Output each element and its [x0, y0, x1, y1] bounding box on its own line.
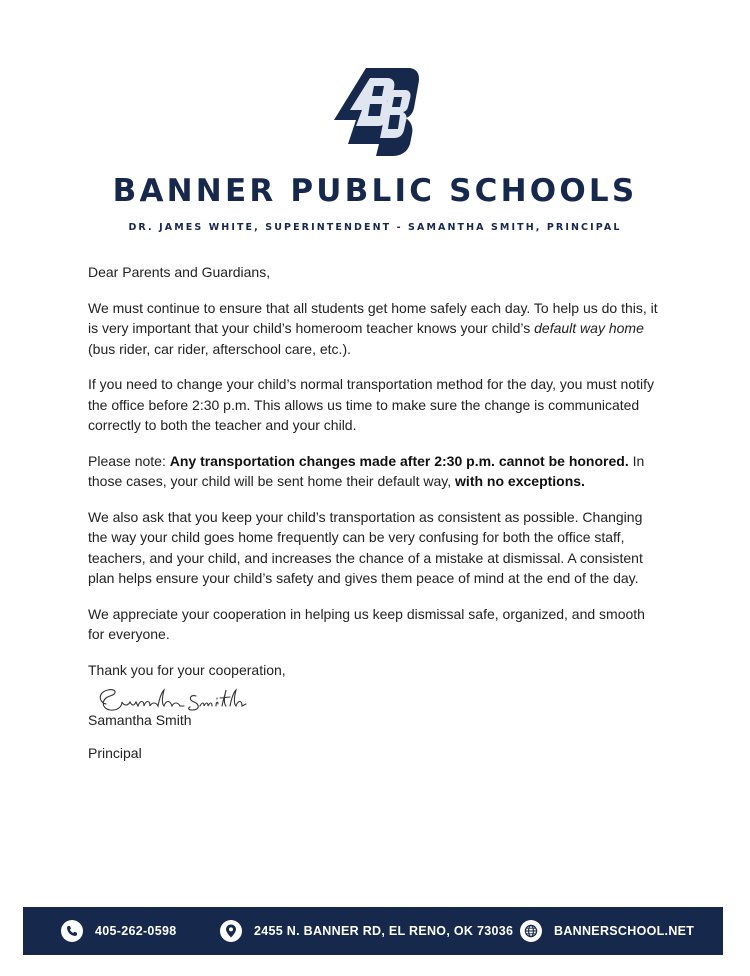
- paragraph-default-way-home: [88, 298, 658, 360]
- p3-bold: Any transportation changes made after 2:30 p.m. cannot be honored.: [169, 452, 629, 469]
- p1-text-end: (bus rider, car rider, afterschool care, etc.).: [88, 340, 351, 357]
- signer-name: Samantha Smith: [88, 712, 192, 728]
- p3-bold-end: with no exceptions.: [455, 473, 585, 489]
- paragraph-notify-office: If you need to change your child’s normal transportation method for the day, you must notify the office before 2:30 p.m. This allows us time to make sure the change is communicated correctly to both the teacher and your child.: [88, 376, 655, 433]
- paragraph-please-note: [88, 451, 658, 492]
- phone-icon: [61, 920, 83, 942]
- letter-body: [88, 262, 658, 778]
- phone-number: 405-262-0598: [95, 924, 177, 938]
- footer-bar: [23, 907, 723, 955]
- closing: Thank you for your cooperation,: [88, 661, 286, 678]
- website-link: BANNERSCHOOL.NET: [554, 924, 695, 938]
- greeting: Dear Parents and Guardians,: [88, 264, 271, 280]
- footer-website[interactable]: [520, 907, 694, 955]
- school-logo: [326, 64, 426, 159]
- paragraph-appreciation: We appreciate your cooperation in helping us keep dismissal safe, organized, and smooth for everyone.: [88, 605, 645, 642]
- p1-text: We must continue to ensure that all students get home safely each day. To help us do this, it is very important that your child’s homeroom teacher knows your child’s: [88, 299, 658, 336]
- location-pin-icon: [220, 920, 242, 942]
- street-address: 2455 N. BANNER RD, EL RENO, OK 73036: [254, 924, 514, 938]
- p3-text-middle: In those cases, your child will be sent home their default way,: [88, 452, 645, 489]
- paragraph-consistency: We also ask that you keep your child’s transportation as consistent as possible. Changing the way your child goes home frequently can be very confusing for both the office staff, teachers, and your child, and increases the chance of a mistake at dismissal. A consistent plan helps ensure your child’s safety and gives them peace of mind at the end of the day.: [88, 508, 643, 586]
- footer-address[interactable]: [220, 907, 513, 955]
- p1-italic: default way home: [534, 320, 644, 336]
- signer-title: Principal: [88, 744, 142, 761]
- globe-icon: [520, 920, 542, 942]
- p3-text: Please note:: [88, 452, 170, 469]
- staff-line: DR. JAMES WHITE, SUPERINTENDENT - SAMANTHA SMITH, PRINCIPAL: [128, 222, 622, 233]
- footer-phone[interactable]: [61, 907, 176, 955]
- school-name: BANNER PUBLIC SCHOOLS: [112, 173, 638, 209]
